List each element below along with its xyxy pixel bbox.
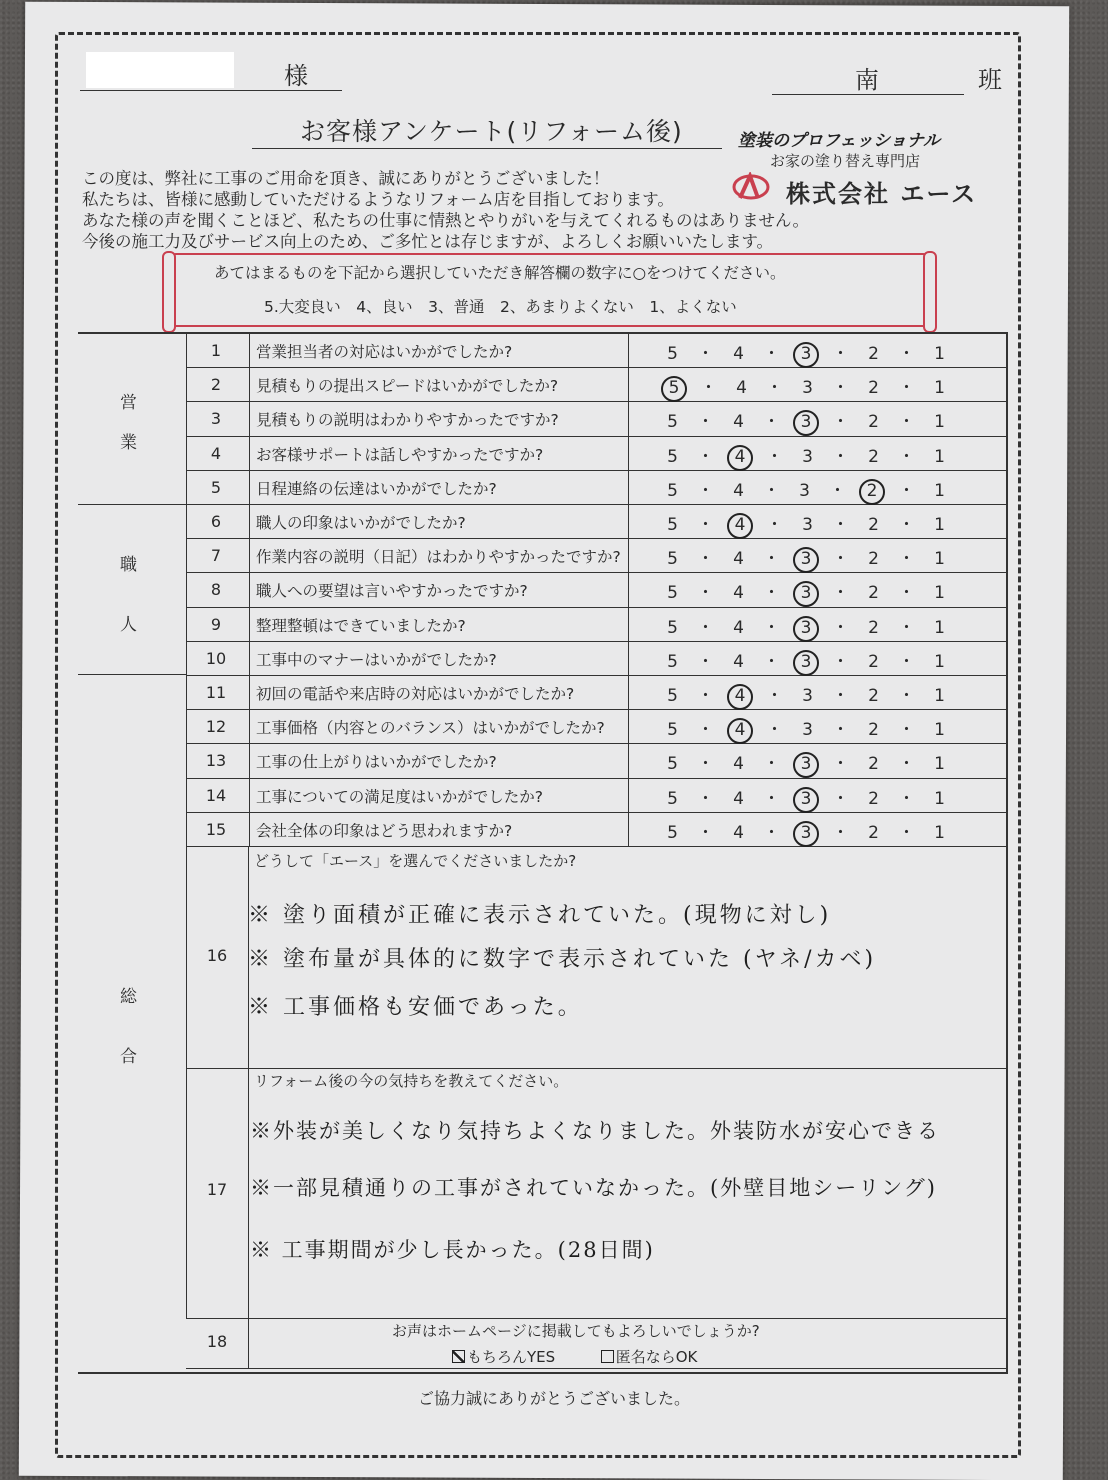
handwritten-answer: ※ 工事期間が少し長かった。(28日間) bbox=[250, 1238, 655, 1262]
rating-separator: ・ bbox=[898, 549, 915, 570]
column-divider bbox=[628, 539, 629, 572]
rating-separator: ・ bbox=[898, 720, 915, 741]
column-divider bbox=[628, 505, 629, 538]
rating-separator: ・ bbox=[898, 344, 915, 364]
question-row bbox=[186, 744, 1008, 778]
question-text: 初回の電話や来店時の対応はいかがでしたか? bbox=[256, 685, 575, 703]
intro-line: 私たちは、皆様に感動していただけるようなリフォーム店を目指しております。 bbox=[82, 190, 674, 209]
honorific-sama: 様 bbox=[284, 62, 308, 90]
category-label: 業 bbox=[120, 433, 137, 453]
rating-option[interactable]: 1 bbox=[934, 754, 945, 775]
rating-option[interactable]: 5 bbox=[667, 515, 678, 535]
rating-separator: ・ bbox=[763, 549, 780, 570]
rating-option[interactable]: 4 bbox=[733, 651, 744, 672]
rating-separator: ・ bbox=[763, 412, 780, 433]
rating-option-selected[interactable]: 3 bbox=[793, 752, 819, 778]
rating-separator: ・ bbox=[700, 378, 717, 399]
rating-separator: ・ bbox=[832, 549, 849, 570]
rating-separator: ・ bbox=[832, 754, 849, 775]
rating-separator: ・ bbox=[898, 480, 915, 501]
question-row bbox=[186, 676, 1008, 710]
rating-option[interactable]: 1 bbox=[934, 412, 945, 433]
rating-scale bbox=[656, 784, 956, 813]
column-divider bbox=[628, 608, 629, 641]
rating-separator: ・ bbox=[766, 686, 783, 706]
question-number: 10 bbox=[205, 648, 227, 668]
column-divider bbox=[249, 779, 250, 812]
rating-option-selected[interactable]: 3 bbox=[793, 787, 819, 813]
rating-separator: ・ bbox=[898, 822, 915, 843]
rating-legend: 5.大変良い 4、良い 3、普通 2、あまりよくない 1、よくない bbox=[264, 298, 737, 316]
rating-option[interactable]: 3 bbox=[802, 720, 813, 741]
question-row bbox=[186, 813, 1008, 847]
rating-option[interactable]: 5 bbox=[667, 412, 678, 433]
question-number: 15 bbox=[205, 819, 227, 839]
column-divider bbox=[628, 813, 629, 846]
column-divider bbox=[628, 642, 629, 675]
rating-separator: ・ bbox=[766, 446, 783, 467]
intro-line: この度は、弊社に工事のご用命を頂き、誠にありがとうございました！ bbox=[82, 169, 610, 188]
rating-option[interactable]: 1 bbox=[934, 651, 945, 672]
column-divider bbox=[628, 573, 629, 606]
rating-option[interactable]: 5 bbox=[667, 754, 678, 775]
rating-scale bbox=[656, 578, 956, 607]
rating-separator: ・ bbox=[898, 446, 915, 467]
customer-name-redacted bbox=[86, 52, 234, 88]
rating-option-selected[interactable]: 2 bbox=[859, 479, 885, 505]
rating-separator: ・ bbox=[832, 412, 849, 433]
column-divider bbox=[628, 471, 629, 504]
logo-tagline: 塗装のプロフェッショナル bbox=[738, 131, 940, 151]
rating-option[interactable]: 2 bbox=[868, 754, 879, 775]
category-label: 営 bbox=[120, 393, 137, 413]
rating-separator: ・ bbox=[898, 583, 915, 604]
handwritten-answer: ※外装が美しくなり気持ちよくなりました。外装防水が安心できる bbox=[250, 1119, 940, 1143]
rating-separator: ・ bbox=[898, 754, 915, 775]
question-prompt: お声はホームページに掲載してもよろしいでしょうか? bbox=[392, 1322, 760, 1340]
rating-separator: ・ bbox=[832, 822, 849, 843]
rating-separator: ・ bbox=[766, 378, 783, 399]
rating-option[interactable]: 5 bbox=[667, 788, 678, 809]
column-divider bbox=[249, 710, 250, 743]
rating-option-selected[interactable]: 3 bbox=[793, 821, 819, 847]
scroll-curl-right bbox=[923, 251, 937, 333]
rating-option[interactable]: 1 bbox=[934, 617, 945, 638]
rating-option[interactable]: 5 bbox=[667, 583, 678, 604]
rating-separator: ・ bbox=[832, 686, 849, 706]
rating-option[interactable]: 2 bbox=[868, 583, 879, 604]
question-text: 見積もりの提出スピードはいかがでしたか? bbox=[256, 377, 559, 396]
column-divider bbox=[628, 710, 629, 743]
rating-separator: ・ bbox=[766, 515, 783, 535]
column-divider bbox=[249, 334, 250, 367]
rating-option[interactable]: 4 bbox=[733, 822, 744, 843]
question-row bbox=[186, 608, 1008, 642]
column-divider bbox=[249, 813, 250, 846]
question-row bbox=[186, 368, 1008, 402]
rating-separator: ・ bbox=[898, 515, 915, 535]
rating-separator: ・ bbox=[697, 754, 714, 775]
question-number: 11 bbox=[205, 683, 227, 702]
rating-option[interactable]: 2 bbox=[868, 617, 879, 638]
rating-option[interactable]: 1 bbox=[934, 480, 945, 501]
category-sales bbox=[78, 332, 187, 505]
question-18 bbox=[186, 1318, 1008, 1369]
rating-option[interactable]: 5 bbox=[667, 617, 678, 638]
rating-option[interactable]: 2 bbox=[868, 446, 879, 467]
rating-scale bbox=[656, 339, 956, 368]
column-divider bbox=[248, 1318, 249, 1368]
rating-separator: ・ bbox=[832, 788, 849, 809]
team-suffix: 班 bbox=[978, 66, 1002, 94]
intro-line: 今後の施工力及びサービス向上のため、ご多忙とは存じますが、よろしくお願いいたします。 bbox=[82, 232, 774, 251]
scroll-curl-left bbox=[162, 251, 176, 333]
option-yes-label: もちろんYES bbox=[467, 1348, 556, 1366]
rating-separator: ・ bbox=[697, 788, 714, 809]
question-number: 4 bbox=[210, 443, 222, 463]
footer-thanks: ご協力誠にありがとうございました。 bbox=[417, 1389, 690, 1408]
question-number: 13 bbox=[205, 751, 227, 771]
rating-option[interactable]: 2 bbox=[868, 651, 879, 672]
handwritten-answer: ※一部見積通りの工事がされていなかった。(外壁目地シーリング) bbox=[250, 1176, 937, 1200]
rating-separator: ・ bbox=[697, 686, 714, 706]
rating-separator: ・ bbox=[763, 788, 780, 809]
question-row bbox=[186, 471, 1008, 505]
rating-scale bbox=[656, 476, 956, 505]
question-text: 工事についての満足度はいかがでしたか? bbox=[256, 787, 543, 806]
question-number: 3 bbox=[210, 409, 222, 429]
question-number: 18 bbox=[206, 1332, 228, 1351]
rating-option[interactable]: 3 bbox=[802, 515, 813, 535]
rating-separator: ・ bbox=[763, 651, 780, 672]
rating-option[interactable]: 1 bbox=[934, 686, 945, 706]
question-number: 5 bbox=[210, 477, 222, 497]
rating-option[interactable]: 1 bbox=[934, 720, 945, 741]
column-divider bbox=[249, 471, 250, 504]
rating-option[interactable]: 3 bbox=[802, 686, 813, 706]
rating-separator: ・ bbox=[898, 412, 915, 433]
rating-scale bbox=[656, 407, 956, 436]
question-row bbox=[186, 539, 1008, 573]
intro-line: あなた様の声を聞くことほど、私たちの仕事に情熱とやりがいを与えてくれるものはありません。 bbox=[82, 211, 809, 230]
rating-option-selected[interactable]: 4 bbox=[727, 684, 753, 710]
rating-option[interactable]: 2 bbox=[868, 378, 879, 399]
column-divider bbox=[248, 1068, 249, 1318]
rating-separator: ・ bbox=[763, 617, 780, 638]
rating-option-selected[interactable]: 3 bbox=[793, 581, 819, 607]
rating-option-selected[interactable]: 4 bbox=[727, 513, 753, 539]
question-number: 12 bbox=[205, 717, 227, 737]
question-row bbox=[186, 437, 1008, 471]
rating-option[interactable]: 2 bbox=[868, 686, 879, 706]
rating-option-selected[interactable]: 5 bbox=[661, 376, 687, 402]
rating-separator: ・ bbox=[832, 720, 849, 741]
column-divider bbox=[249, 539, 250, 572]
category-label: 人 bbox=[120, 615, 137, 635]
question-row bbox=[186, 505, 1008, 539]
rating-separator: ・ bbox=[832, 378, 849, 399]
rating-separator: ・ bbox=[766, 720, 783, 741]
rating-option[interactable]: 4 bbox=[733, 480, 744, 501]
rating-separator: ・ bbox=[898, 788, 915, 809]
question-row bbox=[186, 779, 1008, 813]
question-prompt: リフォーム後の今の気持ちを教えてください。 bbox=[254, 1072, 569, 1090]
rating-separator: ・ bbox=[832, 515, 849, 535]
question-text: 日程連絡の伝達はいかがでしたか? bbox=[256, 479, 497, 498]
logo-subtitle: お家の塗り替え専門店 bbox=[770, 152, 921, 170]
rating-option[interactable]: 5 bbox=[667, 549, 678, 570]
question-number: 1 bbox=[210, 341, 222, 360]
column-divider bbox=[249, 608, 250, 641]
question-number: 17 bbox=[206, 1180, 228, 1199]
title-underline bbox=[252, 148, 722, 149]
rating-separator: ・ bbox=[763, 480, 780, 501]
question-text: 会社全体の印象はどう思われますか? bbox=[256, 821, 513, 840]
rating-option-selected[interactable]: 3 bbox=[793, 547, 819, 573]
rating-option[interactable]: 1 bbox=[934, 378, 945, 399]
rating-scale bbox=[656, 544, 956, 573]
handwritten-answer: ※ 塗布量が具体的に数字で表示されていた (ヤネ/カベ) bbox=[248, 947, 877, 972]
column-divider bbox=[628, 744, 629, 777]
rating-option[interactable]: 1 bbox=[934, 344, 945, 364]
question-text: お客様サポートは話しやすかったですか? bbox=[256, 445, 544, 464]
rating-separator: ・ bbox=[697, 549, 714, 570]
rating-option[interactable]: 4 bbox=[736, 378, 747, 399]
name-underline bbox=[80, 90, 342, 91]
rating-scale bbox=[656, 818, 956, 847]
rating-separator: ・ bbox=[697, 344, 714, 364]
question-number: 6 bbox=[210, 512, 222, 531]
rating-option[interactable]: 3 bbox=[799, 480, 810, 501]
column-divider bbox=[628, 334, 629, 367]
publish-options bbox=[452, 1346, 697, 1367]
rating-scale bbox=[656, 749, 956, 778]
column-divider bbox=[249, 368, 250, 401]
rating-option[interactable]: 1 bbox=[934, 822, 945, 843]
question-row bbox=[186, 402, 1008, 436]
question-row bbox=[186, 573, 1008, 607]
rating-separator: ・ bbox=[763, 583, 780, 604]
column-divider bbox=[249, 402, 250, 435]
rating-separator: ・ bbox=[898, 378, 915, 399]
intro-text bbox=[82, 168, 809, 252]
handwritten-answer: ※ 工事価格も安価であった。 bbox=[248, 995, 583, 1020]
rating-option[interactable]: 5 bbox=[667, 446, 678, 467]
rating-scale bbox=[656, 647, 956, 676]
instructions-scroll bbox=[170, 253, 929, 327]
rating-option[interactable]: 4 bbox=[733, 412, 744, 433]
column-divider bbox=[249, 505, 250, 538]
rating-option-selected[interactable]: 4 bbox=[727, 718, 753, 744]
rating-option[interactable]: 2 bbox=[868, 822, 879, 843]
rating-scale bbox=[656, 681, 956, 710]
rating-separator: ・ bbox=[697, 720, 714, 741]
rating-option[interactable]: 1 bbox=[934, 515, 945, 535]
category-label: 合 bbox=[120, 1047, 137, 1067]
column-divider bbox=[628, 437, 629, 470]
question-number: 16 bbox=[206, 946, 228, 965]
rating-separator: ・ bbox=[763, 344, 780, 364]
rating-scale bbox=[656, 373, 956, 402]
question-row bbox=[186, 642, 1008, 676]
column-divider bbox=[628, 676, 629, 709]
rating-option[interactable]: 2 bbox=[868, 788, 879, 809]
rating-option[interactable]: 3 bbox=[802, 378, 813, 399]
rating-separator: ・ bbox=[832, 617, 849, 638]
question-text: 営業担当者の対応はいかがでしたか? bbox=[256, 343, 513, 361]
rating-option[interactable]: 5 bbox=[667, 480, 678, 501]
question-number: 2 bbox=[210, 375, 222, 395]
rating-option[interactable]: 1 bbox=[934, 549, 945, 570]
instructions-line: あてはまるものを下記から選択していただき解答欄の数字に○をつけてください。 bbox=[214, 264, 786, 282]
rating-option[interactable]: 2 bbox=[868, 412, 879, 433]
rating-option[interactable]: 2 bbox=[868, 720, 879, 741]
category-craftsmen bbox=[78, 504, 187, 675]
rating-separator: ・ bbox=[832, 344, 849, 364]
rating-separator: ・ bbox=[898, 617, 915, 638]
rating-separator: ・ bbox=[832, 446, 849, 467]
rating-separator: ・ bbox=[697, 651, 714, 672]
rating-option[interactable]: 3 bbox=[802, 446, 813, 467]
rating-option[interactable]: 4 bbox=[733, 344, 744, 364]
rating-option[interactable]: 5 bbox=[667, 686, 678, 706]
column-divider bbox=[249, 642, 250, 675]
question-number: 9 bbox=[210, 614, 222, 634]
option-anonymous-label: 匿名ならOK bbox=[615, 1348, 698, 1366]
question-number: 14 bbox=[205, 785, 227, 805]
rating-scale bbox=[656, 510, 956, 539]
rating-separator: ・ bbox=[829, 480, 846, 501]
rating-option[interactable]: 2 bbox=[868, 549, 879, 570]
rating-option-selected[interactable]: 4 bbox=[727, 445, 753, 471]
question-text: 職人の印象はいかがでしたか? bbox=[256, 514, 466, 532]
column-divider bbox=[249, 744, 250, 777]
question-row bbox=[186, 710, 1008, 744]
rating-separator: ・ bbox=[697, 480, 714, 501]
rating-option[interactable]: 4 bbox=[733, 549, 744, 570]
column-divider bbox=[628, 402, 629, 435]
question-number: 7 bbox=[210, 546, 222, 566]
rating-separator: ・ bbox=[697, 515, 714, 535]
rating-option[interactable]: 4 bbox=[733, 788, 744, 809]
rating-separator: ・ bbox=[898, 686, 915, 706]
rating-option[interactable]: 1 bbox=[934, 446, 945, 467]
question-prompt: どうして「エース」を選んでくださいましたか? bbox=[254, 852, 577, 870]
rating-option[interactable]: 2 bbox=[868, 515, 879, 535]
rating-option[interactable]: 4 bbox=[733, 617, 744, 638]
rating-option-selected[interactable]: 3 bbox=[793, 342, 819, 368]
question-row bbox=[186, 334, 1008, 368]
checkbox-yes[interactable] bbox=[452, 1350, 465, 1363]
team-name: 南 bbox=[855, 66, 879, 94]
question-text: 職人への要望は言いやすかったですか? bbox=[256, 582, 528, 601]
question-text: 工事の仕上がりはいかがでしたか? bbox=[256, 753, 497, 772]
rating-separator: ・ bbox=[763, 754, 780, 775]
rating-separator: ・ bbox=[697, 822, 714, 843]
rating-separator: ・ bbox=[697, 446, 714, 467]
page-title: お客様アンケート(リフォーム後) bbox=[300, 117, 683, 146]
rating-option-selected[interactable]: 3 bbox=[793, 650, 819, 676]
rating-scale bbox=[656, 613, 956, 642]
question-number: 8 bbox=[210, 580, 222, 600]
column-divider bbox=[249, 573, 250, 606]
rating-separator: ・ bbox=[832, 651, 849, 672]
column-divider bbox=[249, 437, 250, 470]
column-divider bbox=[628, 779, 629, 812]
category-blank bbox=[78, 1318, 186, 1372]
rating-option[interactable]: 5 bbox=[667, 344, 678, 364]
rating-scale bbox=[656, 715, 956, 744]
company-name: 株式会社 エース bbox=[786, 180, 978, 208]
rating-separator: ・ bbox=[697, 617, 714, 638]
rating-separator: ・ bbox=[898, 651, 915, 672]
rating-option[interactable]: 5 bbox=[667, 651, 678, 672]
rating-option[interactable]: 4 bbox=[733, 583, 744, 604]
team-underline bbox=[772, 94, 964, 95]
question-text: 見積もりの説明はわかりやすかったですか? bbox=[256, 411, 559, 430]
rating-option-selected[interactable]: 3 bbox=[793, 410, 819, 436]
rating-separator: ・ bbox=[763, 822, 780, 843]
checkbox-anonymous[interactable] bbox=[601, 1350, 614, 1363]
category-label: 職 bbox=[120, 555, 137, 575]
question-text: 工事価格（内容とのバランス）はいかがでしたか? bbox=[256, 719, 605, 738]
category-label: 総 bbox=[120, 987, 137, 1007]
rating-option[interactable]: 2 bbox=[868, 344, 879, 364]
rating-option[interactable]: 1 bbox=[934, 583, 945, 604]
rating-option[interactable]: 5 bbox=[667, 720, 678, 741]
question-text: 整理整頓はできていましたか? bbox=[256, 616, 466, 635]
question-text: 作業内容の説明（日記）はわかりやすかったですか? bbox=[256, 548, 621, 567]
rating-separator: ・ bbox=[832, 583, 849, 604]
rating-separator: ・ bbox=[697, 583, 714, 604]
rating-separator: ・ bbox=[697, 412, 714, 433]
question-text: 工事中のマナーはいかがでしたか? bbox=[256, 650, 497, 669]
rating-option[interactable]: 5 bbox=[667, 822, 678, 843]
handwritten-answer: ※ 塗り面積が正確に表示されていた。(現物に対し) bbox=[248, 903, 832, 928]
column-divider bbox=[249, 676, 250, 709]
rating-option-selected[interactable]: 3 bbox=[793, 616, 819, 642]
column-divider bbox=[628, 368, 629, 401]
rating-option[interactable]: 4 bbox=[733, 754, 744, 775]
rating-option[interactable]: 1 bbox=[934, 788, 945, 809]
rating-scale bbox=[656, 442, 956, 471]
